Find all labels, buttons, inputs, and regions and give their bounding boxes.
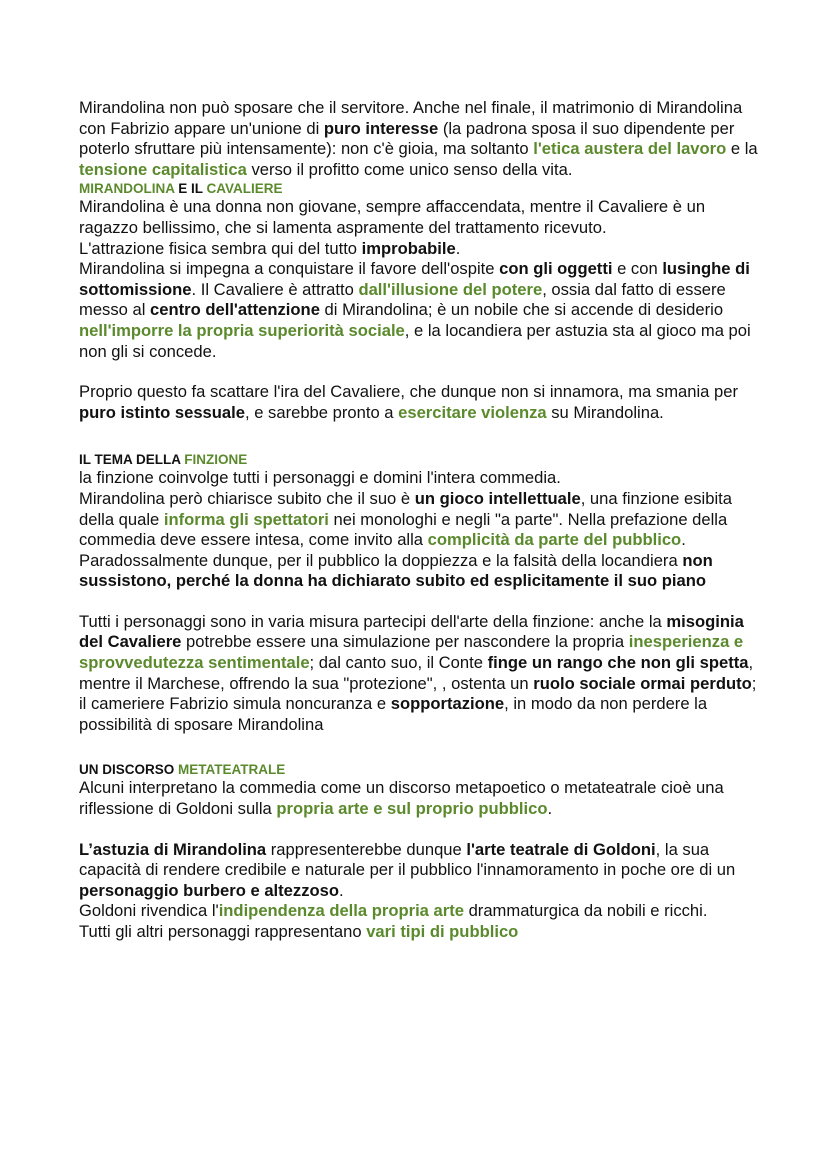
text: Proprio questo fa scattare l'ira del Cavaliere, che dunque non si innamora, ma smania per xyxy=(79,382,738,402)
text: , la sua capacità di rendere credibile e naturale per il pubblico l'innamoramento in poche ore di un xyxy=(79,839,736,880)
finzione-paragraph-2 xyxy=(79,612,759,736)
bold-text: L’astuzia di Mirandolina xyxy=(79,839,267,859)
text: , e la locandiera per astuzia sta al gioco ma poi non gli si concede. xyxy=(79,320,751,361)
text: Mirandolina non può sposare che il servitore. Anche nel finale, il matrimonio di Mirandolina con Fabrizio appare un'unione di xyxy=(79,98,743,138)
text: , in modo da non perdere la possibilità di sposare Mirandolina xyxy=(79,694,708,734)
heading-text: IL TEMA DELLA xyxy=(79,452,185,468)
text: e la xyxy=(726,139,758,159)
text: Tutti gli altri personaggi rappresentano xyxy=(79,922,367,941)
cavaliere-paragraph-3 xyxy=(79,382,759,423)
heading-text: UN DISCORSO xyxy=(79,762,179,778)
heading-highlight: CAVALIERE xyxy=(206,181,283,197)
text: L'attrazione fisica sembra qui del tutto xyxy=(79,238,362,258)
text: drammaturgica da nobili e ricchi. xyxy=(463,901,708,921)
highlight-text: tensione capitalistica xyxy=(79,159,247,179)
text: Paradossalmente dunque, per il pubblico la doppiezza e la falsità della locandiera xyxy=(79,550,683,570)
text: e con xyxy=(612,259,663,279)
bold-text: improbabile xyxy=(361,238,456,258)
highlight-text: esercitare violenza xyxy=(398,402,547,422)
text: rappresenterebbe dunque xyxy=(266,839,467,859)
text: Tutti i personaggi sono in varia misura partecipi dell'arte della finzione: anche la xyxy=(79,611,667,631)
text: Mirandolina è una donna non giovane, sempre affaccendata, mentre il Cavaliere è un ragazzo bellissimo, che si lamenta aspramente del trattamento ricevuto. xyxy=(79,197,706,237)
text: . xyxy=(681,530,686,550)
text: potrebbe essere una simulazione per nascondere la propria xyxy=(181,632,629,652)
text: Alcuni interpretano la commedia come un discorso metapoetico o metateatrale cioè una riflessione di Goldoni sulla xyxy=(79,778,724,819)
spacer xyxy=(79,735,759,755)
bold-text: con gli oggetti xyxy=(499,259,613,279)
highlight-text: vari tipi di pubblico xyxy=(366,922,519,941)
highlight-text: nell'imporre la propria superiorità sociale xyxy=(79,320,405,340)
text: , mentre il Marchese, offrendo la sua "protezione", , ostenta un xyxy=(79,653,754,693)
spacer xyxy=(79,362,759,382)
bold-text: misoginia del Cavaliere xyxy=(79,611,744,652)
text: (la padrona sposa il suo dipendente per poterlo sfruttare più intensamente): non c'è gioia, ma soltanto xyxy=(79,118,735,159)
text: nei monologhi e negli "a parte". Nella prefazione della commedia deve essere intesa, come invito alla xyxy=(79,509,728,550)
text: , e sarebbe pronto a xyxy=(244,402,399,422)
text: Goldoni rivendica l' xyxy=(79,901,219,921)
cavaliere-paragraph-1 xyxy=(79,197,759,259)
text: su Mirandolina. xyxy=(546,402,664,422)
highlight-text: indipendenza della propria arte xyxy=(218,901,464,921)
text: ; dal canto suo, il Conte xyxy=(309,653,488,673)
text: . xyxy=(339,880,344,900)
bold-text: un gioco intellettuale xyxy=(414,488,581,508)
bold-text: lusinghe di sottomissione xyxy=(79,259,750,299)
highlight-text: propria arte e sul proprio pubblico xyxy=(276,799,548,819)
text: , ossia dal fatto di essere messo al xyxy=(79,279,726,320)
text: . xyxy=(455,238,461,258)
highlight-text: l'etica austera del lavoro xyxy=(533,139,727,159)
spacer xyxy=(79,443,759,451)
bold-text: personaggio burbero e altezzoso xyxy=(79,880,340,900)
text: Mirandolina si impegna a conquistare il favore dell'ospite xyxy=(79,259,500,279)
section-heading-metateatrale xyxy=(79,761,759,778)
text: . Il Cavaliere è attratto xyxy=(191,279,359,299)
text: la finzione coinvolge tutti i personaggi e domini l'intera commedia. xyxy=(79,468,561,488)
text: di Mirandolina; è un nobile che si accende di desiderio xyxy=(319,300,724,320)
bold-text: puro istinto sessuale xyxy=(79,402,245,422)
bold-text: ruolo sociale ormai perduto xyxy=(533,673,752,693)
intro-paragraph xyxy=(79,98,759,180)
highlight-text: informa gli spettatori xyxy=(163,509,329,529)
highlight-text: complicità da parte del pubblico xyxy=(427,530,682,550)
bold-text: centro dell'attenzione xyxy=(150,300,320,320)
text: . xyxy=(547,799,553,819)
text: verso il profitto come unico senso della vita. xyxy=(246,159,573,179)
heading-text: E IL xyxy=(174,181,207,197)
document-page xyxy=(79,98,759,943)
text: Mirandolina però chiarisce subito che il suo è xyxy=(79,488,415,508)
heading-highlight: METATEATRALE xyxy=(178,762,286,778)
bold-text: finge un rango che non gli spetta xyxy=(487,653,749,673)
heading-highlight: MIRANDOLINA xyxy=(79,181,175,197)
text: , una finzione esibita della quale xyxy=(79,488,732,529)
bold-text: puro interesse xyxy=(323,118,439,138)
spacer xyxy=(79,820,759,840)
bold-text: sopportazione xyxy=(390,694,505,714)
spacer xyxy=(79,423,759,443)
section-heading-finzione xyxy=(79,451,759,468)
highlight-text: dall'illusione del potere xyxy=(358,279,543,299)
finzione-paragraph-1 xyxy=(79,468,759,592)
spacer xyxy=(79,592,759,612)
bold-text: l'arte teatrale di Goldoni xyxy=(466,839,656,859)
cavaliere-paragraph-2 xyxy=(79,259,759,362)
metateatrale-paragraph-2 xyxy=(79,840,759,943)
heading-highlight: FINZIONE xyxy=(184,452,248,468)
metateatrale-paragraph-1 xyxy=(79,778,759,819)
section-heading-cavaliere xyxy=(79,180,759,197)
bold-text: non sussistono, perché la donna ha dichiarato subito ed esplicitamente il suo piano xyxy=(79,550,713,591)
highlight-text: inesperienza e sprovvedutezza sentimentale xyxy=(79,632,744,673)
text: ; il cameriere Fabrizio simula noncuranza e xyxy=(79,673,757,714)
